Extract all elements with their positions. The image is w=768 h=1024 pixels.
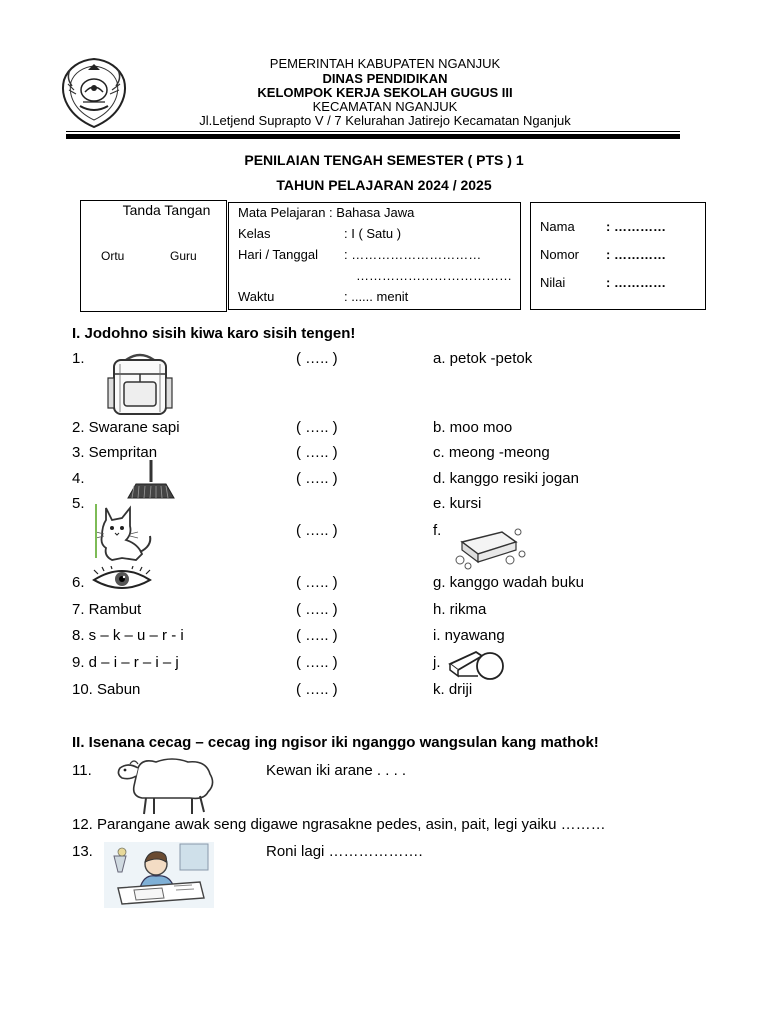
answer-blank-9[interactable]: ( ….. )	[296, 654, 338, 671]
answer-blank-8[interactable]: ( ….. )	[296, 627, 338, 644]
option-c: c. meong -meong	[433, 444, 550, 461]
time-label: Waktu	[238, 289, 275, 304]
item-10: 10. Sabun	[72, 681, 141, 698]
answer-blank-1[interactable]: ( ….. )	[296, 350, 338, 367]
whistle-icon	[446, 646, 508, 684]
score-label: Nilai	[540, 275, 566, 290]
header-divider-thin	[66, 131, 680, 132]
item-6: 6.	[72, 574, 85, 591]
section2-heading: II. Isenana cecag – cecag ing ngisor iki nganggo wangsulan kang mathok!	[72, 734, 599, 751]
item-8: 8. s – k – u – r - i	[72, 627, 184, 644]
item-5: 5.	[72, 495, 85, 512]
exam-year: TAHUN PELAJARAN 2024 / 2025	[276, 177, 492, 193]
bag-icon	[104, 352, 176, 418]
answer-blank-6[interactable]: ( ….. )	[296, 574, 338, 591]
studying-boy-icon	[104, 842, 214, 908]
header-divider-thick	[66, 134, 680, 139]
name-value: : …………	[606, 219, 666, 234]
question-11-number: 11.	[72, 762, 92, 779]
eye-icon	[90, 566, 154, 594]
answer-blank-2[interactable]: ( ….. )	[296, 419, 338, 436]
option-i: i. nyawang	[433, 627, 505, 644]
answer-blank-4[interactable]: ( ….. )	[296, 470, 338, 487]
exam-title: PENILAIAN TENGAH SEMESTER ( PTS ) 1	[244, 152, 524, 168]
item-1: 1.	[72, 350, 85, 367]
class-label: Kelas	[238, 226, 271, 241]
subject-line: Mata Pelajaran : Bahasa Jawa	[238, 205, 415, 220]
signature-title: Tanda Tangan	[122, 202, 211, 218]
item-2: 2. Swarane sapi	[72, 419, 180, 436]
day-value: : …………………………	[344, 247, 482, 262]
item-9: 9. d – i – r – i – j	[72, 654, 179, 671]
answer-blank-3[interactable]: ( ….. )	[296, 444, 338, 461]
class-value: : I ( Satu )	[344, 226, 402, 241]
header-address: Jl.Letjend Suprapto V / 7 Kelurahan Jatirejo Kecamatan Nganjuk	[199, 113, 571, 128]
answer-blank-7[interactable]: ( ….. )	[296, 601, 338, 618]
question-13-text: Roni lagi ……………….	[266, 843, 423, 860]
header-government: PEMERINTAH KABUPATEN NGANJUK	[269, 56, 501, 71]
question-11-text: Kewan iki arane . . . .	[266, 762, 407, 779]
number-value: : …………	[606, 247, 666, 262]
option-a: a. petok -petok	[433, 350, 533, 367]
option-k: k. driji	[433, 681, 473, 698]
name-label: Nama	[540, 219, 575, 234]
question-13-number: 13.	[72, 843, 93, 860]
answer-blank-10[interactable]: ( ….. )	[296, 681, 338, 698]
section1-heading: I. Jodohno sisih kiwa karo sisih tengen!	[72, 325, 356, 342]
time-value: : ...... menit	[344, 289, 409, 304]
header-district: KECAMATAN NGANJUK	[312, 99, 458, 114]
item-3: 3. Sempritan	[72, 444, 158, 461]
soap-icon	[452, 520, 528, 570]
option-e: e. kursi	[433, 495, 482, 512]
header-group: KELOMPOK KERJA SEKOLAH GUGUS III	[257, 85, 513, 100]
score-value: : …………	[606, 275, 666, 290]
broom-icon	[118, 460, 184, 500]
option-j: j.	[433, 654, 441, 671]
emblem-logo	[58, 56, 130, 130]
answer-blank-5[interactable]: ( ….. )	[296, 522, 338, 539]
item-4: 4.	[72, 470, 85, 487]
option-b: b. moo moo	[433, 419, 513, 436]
option-h: h. rikma	[433, 601, 487, 618]
option-f: f.	[433, 522, 442, 539]
signature-guru-label: Guru	[170, 249, 197, 263]
question-12: 12. Parangane awak seng digawe ngrasakne pedes, asin, pait, legi yaiku ………	[72, 816, 606, 833]
number-label: Nomor	[540, 247, 580, 262]
day-value-continuation: ………………………………	[356, 268, 512, 283]
day-label: Hari / Tanggal	[238, 247, 318, 262]
option-d: d. kanggo resiki jogan	[433, 470, 579, 487]
sheep-icon	[112, 754, 218, 816]
header-department: DINAS PENDIDIKAN	[322, 71, 448, 86]
cat-icon	[92, 500, 158, 562]
signature-ortu-label: Ortu	[101, 249, 125, 263]
item-7: 7. Rambut	[72, 601, 142, 618]
option-g: g. kanggo wadah buku	[433, 574, 584, 591]
